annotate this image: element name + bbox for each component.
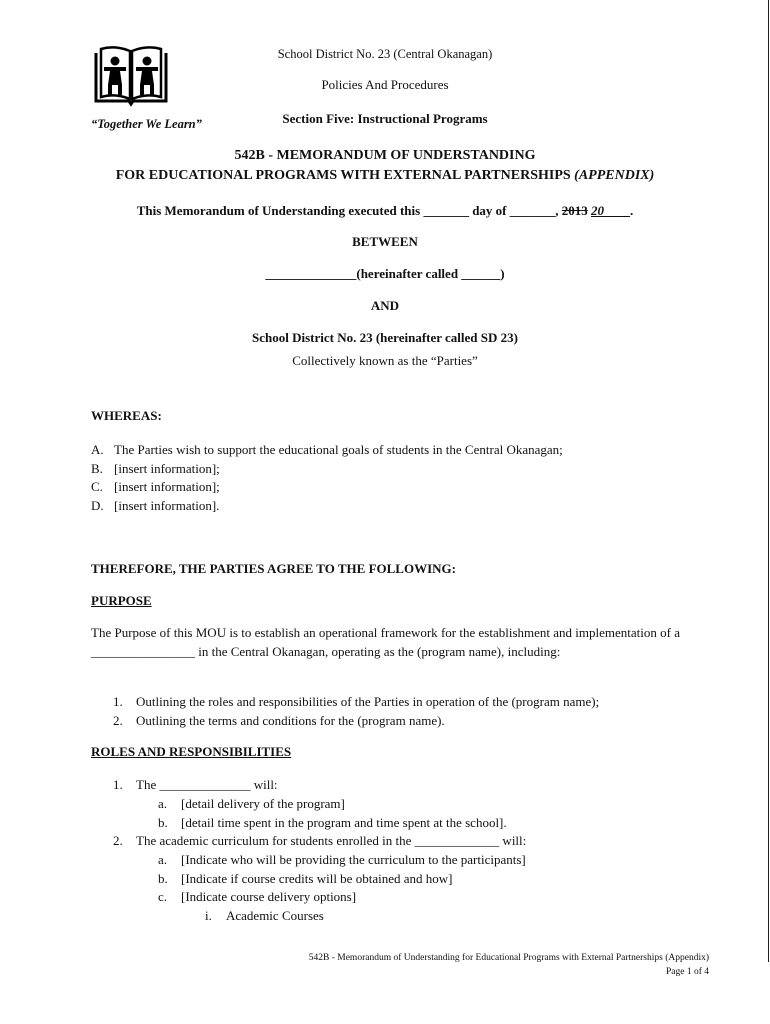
footer-page-number: Page 1 of 4 — [665, 967, 709, 977]
document-title-line2 — [0, 168, 770, 184]
header-policies: Policies And Procedures — [321, 77, 449, 92]
struck-year: 2013 — [561, 203, 588, 218]
document-title-appendix: (APPENDIX) — [574, 168, 655, 183]
header-district: School District No. 23 (Central Okanagan) — [277, 47, 493, 61]
list-item: b. [Indicate if course credits will be obtained and how] — [158, 871, 453, 886]
header-section: Section Five: Instructional Programs — [282, 111, 488, 126]
list-item: D. [insert information]. — [91, 498, 220, 513]
page-right-border — [768, 0, 769, 962]
list-item: 1. Outlining the roles and responsibilities of the Parties in operation of the (program name); — [113, 694, 600, 709]
collective-label: Collectively known as the “Parties” — [292, 353, 478, 368]
footer-doc-title: 542B - Memorandum of Understanding for Educational Programs with External Partnerships (Appendix) — [308, 953, 709, 963]
and-label: AND — [370, 298, 400, 313]
document-title-line1: 542B - MEMORANDUM OF UNDERSTANDING — [234, 148, 536, 163]
year-new: 20____ — [591, 203, 631, 218]
list-item: 1. The ______________ will: — [113, 777, 278, 792]
executed-line — [0, 203, 770, 219]
list-item: A. The Parties wish to support the educational goals of students in the Central Okanagan; — [91, 442, 563, 457]
whereas-heading: WHEREAS: — [91, 408, 162, 423]
executed-prefix: This Memorandum of Understanding executed this _______ day of _______, — [136, 203, 562, 218]
list-item: 2. The academic curriculum for students enrolled in the _____________ will: — [113, 833, 527, 848]
party-one: ______________(hereinafter called ______) — [265, 266, 505, 281]
document-title-line2-main: FOR EDUCATIONAL PROGRAMS WITH EXTERNAL PARTNERSHIPS — [115, 168, 571, 183]
header-motto: “Together We Learn” — [91, 117, 202, 131]
party-two: School District No. 23 (hereinafter called SD 23) — [252, 330, 518, 345]
list-item: c. [Indicate course delivery options] — [158, 889, 357, 904]
list-item: b. [detail time spent in the program and time spent at the school]. — [158, 815, 507, 830]
therefore-heading: THEREFORE, THE PARTIES AGREE TO THE FOLLOWING: — [91, 561, 456, 576]
list-item: a. [detail delivery of the program] — [158, 796, 345, 811]
between-label: BETWEEN — [352, 234, 418, 249]
list-item: B. [insert information]; — [91, 461, 220, 476]
purpose-heading: PURPOSE — [91, 593, 152, 608]
list-item: i. Academic Courses — [205, 908, 324, 923]
list-item: 2. Outlining the terms and conditions for the (program name). — [113, 713, 445, 728]
list-item: C. [insert information]; — [91, 479, 220, 494]
purpose-paragraph: The Purpose of this MOU is to establish an operational framework for the establishment and implementation of a ________________ in the Central Okanagan, operating as the (program name), including: — [91, 625, 680, 659]
list-item: a. [Indicate who will be providing the curriculum to the participants] — [158, 852, 526, 867]
roles-heading: ROLES AND RESPONSIBILITIES — [91, 744, 292, 759]
executed-end: . — [630, 203, 634, 218]
